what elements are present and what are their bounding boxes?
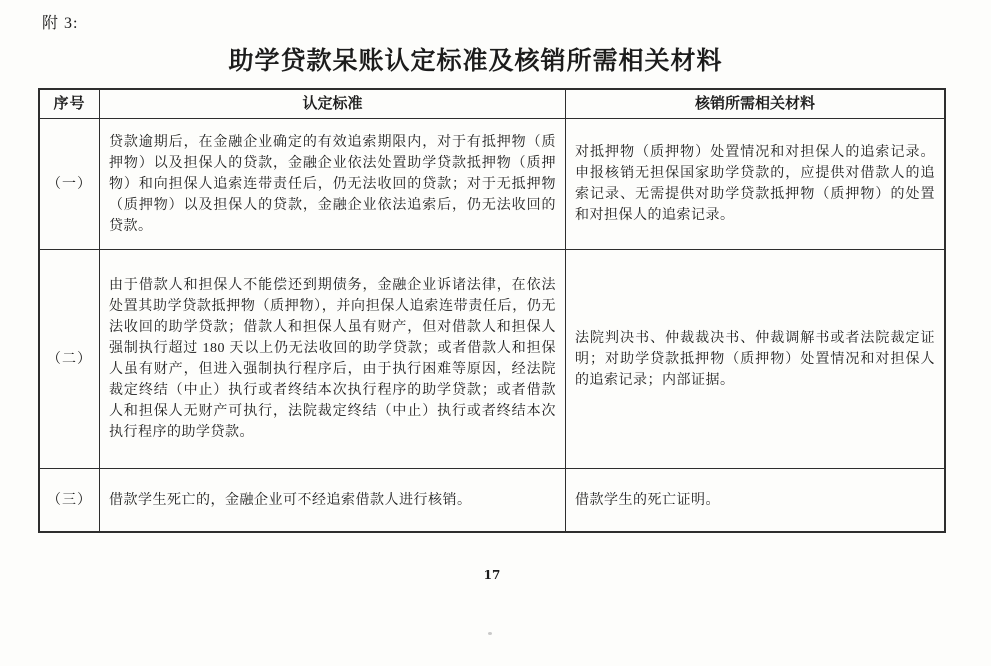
column-header-serial: 序号	[40, 90, 100, 118]
criteria-text: 借款学生死亡的，金融企业可不经追索借款人进行核销。	[109, 492, 472, 508]
criteria-text: 贷款逾期后，在金融企业确定的有效追索期限内，对于有抵押物（质押物）以及担保人的贷款，金融企业依法处置助学贷款抵押物（质押物）和向担保人追索连带责任后，仍无法收回的贷款；对于无抵押物（质押物）以及担保人的贷款，金融企业依法追索后，仍无法收回的贷款。	[109, 134, 556, 234]
column-header-materials: 核销所需相关材料	[694, 95, 815, 112]
criteria-cell	[100, 250, 566, 468]
page-number: 17	[483, 568, 501, 582]
scan-artifact-dot	[488, 632, 492, 635]
table-row	[40, 250, 944, 469]
materials-text: 法院判决书、仲裁裁决书、仲裁调解书或者法院裁定证明；对助学贷款抵押物（质押物）处置情况和对担保人的追索记录；内部证据。	[575, 330, 935, 388]
materials-text: 对抵押物（质押物）处置情况和对担保人的追索记录。申报核销无担保国家助学贷款的，应提供对借款人的追索记录、无需提供对助学贷款抵押物（质押物）的处置和对担保人的追索记录。	[575, 145, 935, 223]
page-title: 助学贷款呆账认定标准及核销所需相关材料	[228, 48, 723, 75]
criteria-cell	[100, 469, 566, 531]
materials-cell	[566, 469, 944, 531]
serial-cell: （一）	[40, 119, 100, 249]
attachment-label: 附 3:	[42, 15, 79, 32]
loan-writeoff-table	[38, 88, 946, 533]
criteria-cell	[100, 119, 566, 249]
serial-cell: （三）	[40, 469, 100, 531]
table-row	[40, 119, 944, 250]
table-row	[40, 469, 944, 531]
materials-cell	[566, 119, 944, 249]
serial-cell: （二）	[40, 250, 100, 468]
criteria-text: 由于借款人和担保人不能偿还到期债务，金融企业诉诸法律，在依法处置其助学贷款抵押物（质押物），并向担保人追索连带责任后，仍无法收回的助学贷款；借款人和担保人虽有财产，但对借款人和担保人强制执行超过 180 天以上仍无法收回的助学贷款；或者借款人和担保人虽有财产，但进入强制执行程序后，由于执行困难等原因，经法院裁定终结（中止）执行或者终结本次执行程序的助学贷款；或者借款人和担保人无财产可执行，法院裁定终结（中止）执行或者终结本次执行程序的助学贷款。	[109, 278, 556, 440]
column-header-criteria: 认定标准	[100, 90, 566, 118]
table-header-row	[40, 90, 944, 119]
materials-cell	[566, 250, 944, 468]
materials-text: 借款学生的死亡证明。	[575, 492, 720, 508]
